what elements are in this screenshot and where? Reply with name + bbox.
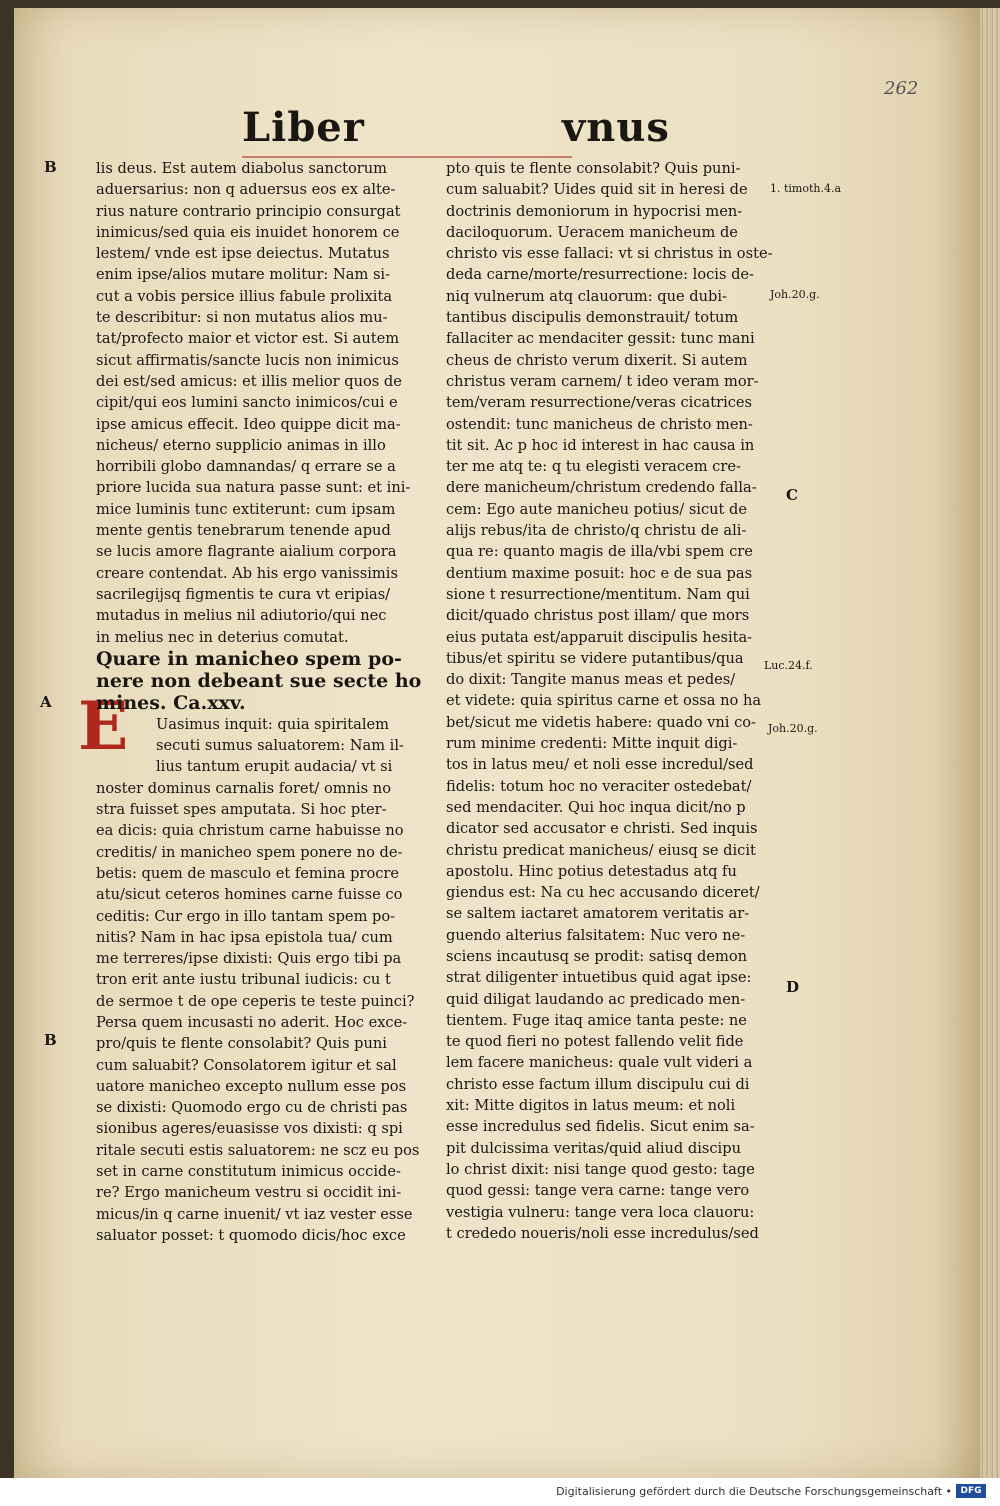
text-line: vestigia vulneru: tange vera loca clauoru: [446,1203,755,1221]
text-line: pit dulcissima veritas/quid aliud discipu [446,1139,741,1157]
text-line: nitis? Nam in hac ipsa epistola tua/ cum [96,928,393,946]
text-line: fallaciter ac mendaciter gessit: tunc mani [446,330,755,348]
text-line: giendus est: Na cu hec accusando diceret/ [446,884,760,902]
text-line: Persa quem incusasti no aderit. Hoc exce- [96,1013,408,1031]
text-line: mutadus in melius nil adiutorio/qui nec [96,607,387,625]
text-line: rum minime credenti: Mitte inquit digi- [446,735,738,753]
text-line: sacrilegijsq figmentis te cura vt eripias/ [96,585,391,603]
text-line: ostendit: tunc manicheus de christo men- [446,415,753,433]
text-line: Uasimus inquit: quia spiritalem [156,715,390,733]
text-line: ipse amicus effecit. Ideo quippe dicit ma- [96,415,401,433]
text-line: mines. Ca.xxv. [96,691,246,714]
text-line: eius putata est/apparuit discipulis hesita- [446,628,753,646]
text-line: christo vis esse fallaci: vt si christus in oste- [446,245,773,263]
margin-note: 1. timoth.4.a [770,182,842,195]
dfg-logo: DFG [956,1484,986,1498]
text-line: cum saluabit? Uides quid sit in heresi de [446,181,748,199]
text-line: de sermoe t de ope ceperis te teste puinci? [96,992,415,1010]
text-line: tat/profecto maior et victor est. Si autem [96,330,400,348]
text-line: guendo alterius falsitatem: Nuc vero ne- [446,926,746,944]
initial-letter: E [78,687,129,765]
text-line: nere non debeant sue secte ho [96,669,422,692]
text-column-right [446,158,780,1244]
text-line: cipit/qui eos lumini sancto inimicos/cui e [96,394,398,412]
text-line: lius tantum erupit audacia/ vt si [156,758,393,776]
text-line: sicut affirmatis/sancte lucis non inimicus [96,351,399,369]
text-line: enim ipse/alios mutare molitur: Nam si- [96,266,391,284]
text-line: secuti sumus saluatorem: Nam il- [156,737,404,755]
text-line: daciloquorum. Ueracem manicheum de [446,223,738,241]
text-line: lis deus. Est autem diabolus sanctorum [96,160,387,177]
text-line: sed mendaciter. Qui hoc inqua dicit/no p [446,798,746,816]
text-line: tibus/et spiritu se videre putantibus/qua [446,649,744,667]
text-line: cum saluabit? Consolatorem igitur et sal [96,1056,397,1074]
section-marker-b2: B [44,1031,57,1049]
text-line: me terreres/ipse dixisti: Quis ergo tibi pa [96,950,402,968]
text-line: qua re: quanto magis de illa/vbi spem cre [446,543,753,561]
text-line: quid diligat laudando ac predicado men- [446,990,746,1008]
text-line: et videte: quia spiritus carne et ossa no ha [446,692,762,710]
text-column-left [96,158,428,1246]
text-line: quod gessi: tange vera carne: tange vero [446,1182,750,1200]
section-marker-c: C [786,486,798,504]
footer-credit: Digitalisierung gefördert durch die Deutsche Forschungsgemeinschaft • [556,1485,952,1498]
text-line: tos in latus meu/ et noli esse incredul/sed [446,756,754,774]
section-marker-a: A [40,693,52,711]
text-line: christo esse factum illum discipulu cui di [446,1075,750,1093]
margin-note: Luc.24.f. [764,659,813,672]
text-line: noster dominus carnalis foret/ omnis no [96,779,391,797]
book-page [14,8,980,1478]
text-line: deda carne/morte/resurrectione: locis de- [446,266,754,284]
text-line: t crededo noueris/noli esse incredulus/sed [446,1224,759,1242]
text-line: ter me atq te: q tu elegisti veracem cre- [446,458,741,476]
text-line: cut a vobis persice illius fabule prolixita [96,287,393,305]
text-line: cem: Ego aute manicheu potius/ sicut de [446,500,748,518]
text-line: dentium maxime posuit: hoc e de sua pas [446,564,753,582]
text-line: nicheus/ eterno supplicio animas in illo [96,436,386,454]
text-line: fidelis: totum hoc no veraciter ostedebat/ [446,777,752,795]
text-line: se dixisti: Quomodo ergo cu de christi pas [96,1099,408,1117]
footer-bar [0,1478,1000,1506]
text-line: christu predicat manicheus/ eiusq se dicit [446,841,756,859]
running-head-left: Liber [242,104,365,151]
text-line: uatore manicheo excepto nullum esse pos [96,1077,407,1095]
text-line: dicator sed accusator e christi. Sed inquis [446,820,758,838]
text-line: lo christ dixit: nisi tange quod gesto: tage [446,1160,755,1178]
folio-number: 262 [884,78,919,99]
text-line: priore lucida sua natura passe sunt: et ini- [96,479,411,497]
text-line: stra fuisset spes amputata. Si hoc pter- [96,801,387,819]
text-line: ritale secuti estis saluatorem: ne scz eu pos [96,1141,420,1159]
text-line: do dixit: Tangite manus meas et pedes/ [446,671,736,689]
text-line: se saltem iactaret amatorem veritatis ar- [446,905,750,923]
text-line: ea dicis: quia christum carne habuisse no [96,822,404,840]
text-line: pro/quis te flente consolabit? Quis puni [96,1035,387,1053]
text-line: christus veram carnem/ t ideo veram mor- [446,372,759,390]
text-line: alijs rebus/ita de christo/q christu de ali- [446,522,747,540]
text-line: strat diligenter intuetibus quid agat ipse: [446,969,752,987]
text-line: cheus de christo verum dixerit. Si autem [446,351,748,369]
page-edges [980,8,1000,1478]
text-line: sione t resurrectione/mentitum. Nam qui [446,585,750,603]
text-line: saluator posset: t quomodo dicis/hoc exce [96,1226,406,1244]
text-line: set in carne constitutum inimicus occide- [96,1163,401,1181]
text-line: sionibus ageres/euasisse vos dixisti: q spi [96,1120,403,1138]
text-line: doctrinis demoniorum in hypocrisi men- [446,202,743,220]
text-line: se lucis amore flagrante aialium corpora [96,543,397,561]
running-head-right: vnus [562,104,670,151]
text-line: Quare in manicheo spem po- [96,647,402,670]
text-line: atu/sicut ceteros homines carne fuisse co [96,886,403,904]
text-line: lem facere manicheus: quale vult videri a [446,1054,753,1072]
margin-note: Joh.20.g. [768,722,818,735]
text-line: mente gentis tenebrarum tenende apud [96,522,391,540]
text-line: pto quis te flente consolabit? Quis puni- [446,160,741,177]
text-line: dei est/sed amicus: et illis melior quos de [96,372,402,390]
text-line: in melius nec in deterius comutat. [96,628,349,646]
text-line: horribili globo damnandas/ q errare se a [96,458,396,476]
section-marker-b: B [44,158,57,176]
text-line: rius nature contrario principio consurgat [96,202,401,220]
text-line: tientem. Fuge itaq amice tanta peste: ne [446,1011,747,1029]
text-line: sciens incautusq se prodit: satisq demon [446,947,748,965]
text-line: mice luminis tunc extiterunt: cum ipsam [96,500,396,518]
text-line: lestem/ vnde est ipse deiectus. Mutatus [96,245,390,263]
margin-note: Joh.20.g. [770,288,820,301]
text-line: niq vulnerum atq clauorum: que dubi- [446,287,727,305]
text-line: tron erit ante iustu tribunal iudicis: cu t [96,971,391,989]
text-line: esse incredulus sed fidelis. Sicut enim sa- [446,1118,755,1136]
text-line: dere manicheum/christum credendo falla- [446,479,757,497]
text-line: te quod fieri no potest fallendo velit fide [446,1033,744,1051]
text-line: tantibus discipulis demonstrauit/ totum [446,309,739,327]
text-line: inimicus/sed quia eis inuidet honorem ce [96,223,400,241]
text-line: dicit/quado christus post illam/ que mors [446,607,750,625]
text-line: aduersarius: non q aduersus eos ex alte- [96,181,396,199]
text-line: creare contendat. Ab his ergo vanissimis [96,564,398,582]
text-line: re? Ergo manicheum vestru si occidit ini- [96,1184,402,1202]
text-line: creditis/ in manicheo spem ponere no de- [96,843,403,861]
text-line: apostolu. Hinc potius detestadus atq fu [446,862,737,880]
text-line: tit sit. Ac p hoc id interest in hac causa in [446,436,755,454]
text-line: betis: quem de masculo et femina procre [96,864,400,882]
text-line: te describitur: si non mutatus alios mu- [96,309,388,327]
text-line: bet/sicut me videtis habere: quado vni co- [446,713,756,731]
text-line: xit: Mitte digitos in latus meum: et noli [446,1097,736,1115]
section-marker-d: D [786,978,800,996]
text-line: micus/in q carne inuenit/ vt iaz vester esse [96,1205,413,1223]
text-line: ceditis: Cur ergo in illo tantam spem po- [96,907,396,925]
text-line: tem/veram resurrectione/veras cicatrices [446,394,753,412]
